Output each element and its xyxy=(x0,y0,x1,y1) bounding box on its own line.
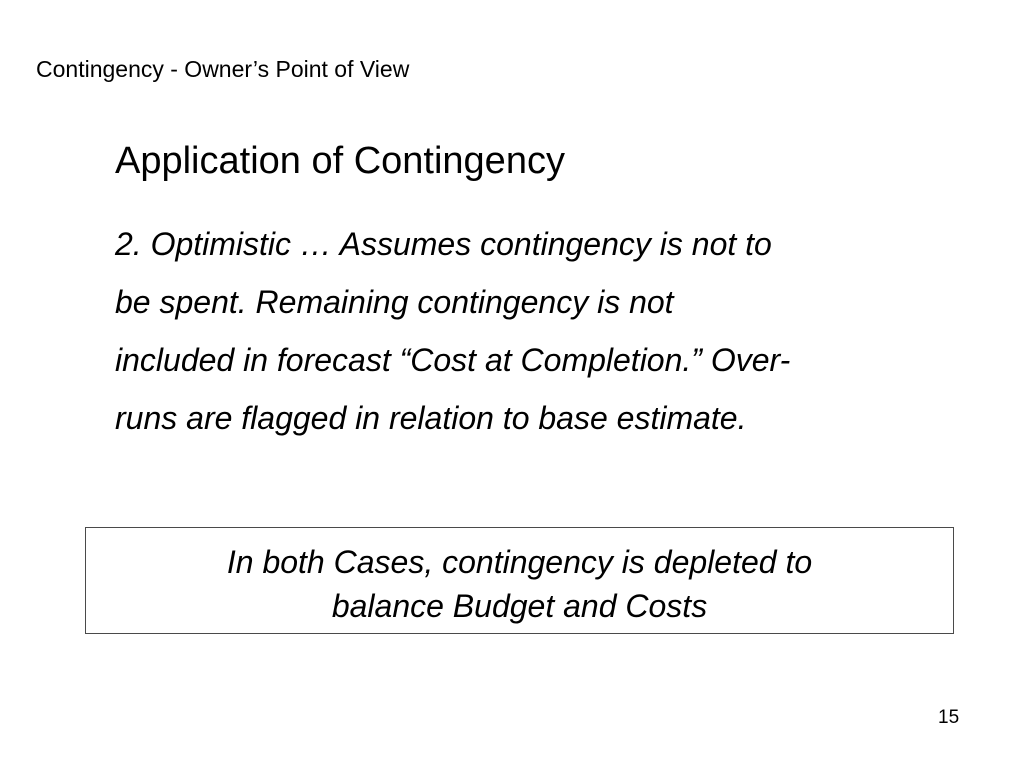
page-number: 15 xyxy=(938,707,960,728)
body-line: 2. Optimistic … Assumes contingency is not to xyxy=(115,226,772,262)
body-line: be spent. Remaining contingency is not xyxy=(115,284,674,320)
body-line: runs are flagged in relation to base estimate. xyxy=(115,400,747,436)
slide-header: Contingency - Owner’s Point of View xyxy=(36,56,410,82)
body-paragraph xyxy=(115,215,995,447)
callout-box xyxy=(85,527,954,634)
body-line: included in forecast “Cost at Completion.” Over- xyxy=(115,342,791,378)
callout-line: In both Cases, contingency is depleted to xyxy=(226,544,813,580)
section-title: Application of Contingency xyxy=(115,140,565,182)
callout-line: balance Budget and Costs xyxy=(331,588,708,624)
